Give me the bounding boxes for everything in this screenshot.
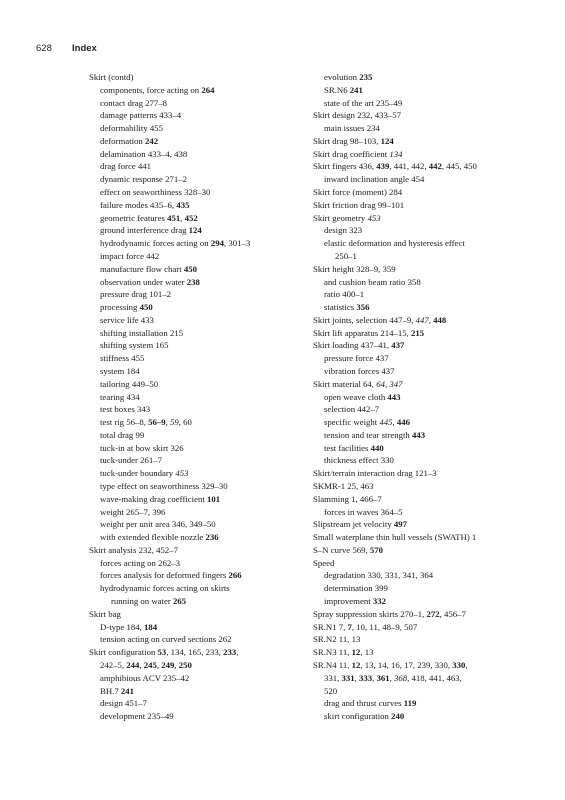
index-entry [89, 339, 301, 352]
index-entry [89, 173, 301, 186]
index-entry [89, 557, 301, 570]
entry-text: Skirt joints, selection 447–9, [313, 314, 416, 325]
entry-text: drag force 441 [100, 161, 152, 172]
index-entry [313, 148, 539, 161]
entry-text: hydrodynamic forces acting on skirts [100, 583, 230, 594]
entry-text: SR.N2 11, 13 [313, 634, 361, 645]
entry-text: ratio 400–1 [324, 289, 365, 300]
index-entry [313, 314, 539, 327]
index-entry [313, 506, 539, 519]
entry-text: Skirt drag coefficient [313, 148, 390, 159]
index-entry [89, 327, 301, 340]
bold-page-ref: 272 [426, 608, 440, 619]
bold-page-ref: 101 [206, 493, 221, 504]
page-header [36, 43, 97, 54]
entry-text: SKMR-1 25, 463 [313, 481, 374, 491]
italic-page-ref: 64 [376, 378, 385, 389]
entry-text: tuck-under 261–7 [100, 455, 162, 466]
index-entry [89, 429, 301, 442]
entry-text: , [165, 417, 170, 428]
index-entry [89, 608, 301, 621]
index-entry [89, 224, 301, 237]
italic-page-ref: 445 [379, 417, 393, 428]
bold-page-ref: 443 [411, 429, 426, 440]
bold-page-ref: 124 [380, 135, 394, 146]
entry-text: Speed [313, 557, 335, 568]
entry-text: Skirt configuration [89, 647, 158, 658]
entry-text: , [389, 672, 394, 683]
index-entry [313, 173, 539, 186]
entry-text: service life 433 [100, 314, 154, 325]
index-entry [89, 122, 301, 135]
entry-text: statistics [324, 302, 357, 313]
index-entry [89, 454, 301, 467]
bold-page-ref: 7 [347, 621, 352, 632]
entry-text: design 451–7 [100, 698, 147, 709]
entry-text: and cushion beam ratio 358 [324, 276, 421, 287]
bold-page-ref: 333 [359, 672, 373, 683]
index-entry [89, 237, 301, 250]
bold-page-ref: 451 [167, 212, 181, 223]
entry-text: weight per unit area 346, 349–50 [100, 519, 216, 530]
index-entry [313, 518, 539, 531]
index-entry [313, 301, 539, 314]
entry-text: , 134, 165, 233, [166, 647, 224, 658]
bold-page-ref: 332 [372, 596, 386, 607]
index-entry [89, 467, 301, 480]
bold-page-ref: 184 [144, 621, 158, 632]
index-entry [313, 582, 539, 595]
entry-text: Skirt analysis 232, 452–7 [89, 544, 178, 555]
index-entry [89, 263, 301, 276]
entry-text: total drag 99 [100, 429, 145, 440]
index-entry [313, 97, 539, 110]
entry-text: specific weight [324, 417, 380, 428]
entry-text: hydrodynamic forces acting on [100, 238, 211, 249]
bold-page-ref: 215 [410, 327, 425, 338]
index-entry [89, 442, 301, 455]
entry-text: shifting system 165 [100, 340, 169, 351]
entry-text: tuck-under boundary [100, 468, 176, 479]
bold-page-ref: 241 [349, 84, 363, 95]
entry-text: , [354, 672, 359, 683]
entry-text: 242–5, [100, 659, 127, 670]
bold-page-ref: 238 [186, 276, 200, 287]
index-entry [89, 288, 301, 301]
index-entry [89, 314, 301, 327]
index-entry [89, 109, 301, 122]
entry-text: forces acting on 262–3 [100, 557, 180, 568]
entry-text: stiffness 455 [100, 353, 145, 364]
entry-text: Skirt force (moment) 284 [313, 187, 403, 198]
bold-page-ref: 446 [396, 417, 411, 428]
bold-page-ref: 12 [351, 647, 361, 658]
italic-page-ref: 447 [415, 314, 429, 325]
entry-text: weight 265–7, 396 [100, 506, 166, 517]
entry-text: components, force acting on [100, 84, 202, 95]
entry-text: dynamic response 271–2 [100, 174, 187, 185]
italic-page-ref: 453 [367, 212, 381, 223]
index-entry [89, 710, 301, 723]
index-entry [313, 84, 539, 97]
index-entry [89, 352, 301, 365]
entry-text: Skirt bag [89, 608, 121, 619]
entry-text: damage patterns 433–4 [100, 110, 182, 121]
index-entry [89, 135, 301, 148]
entry-text: wave-making drag coefficient [100, 493, 207, 504]
entry-text: pressure force 437 [324, 353, 389, 364]
index-entry [89, 633, 301, 646]
entry-text: impact force 442 [100, 250, 160, 261]
entry-text: Skirt loading 437–41, [313, 340, 392, 351]
entry-text: deformability 455 [100, 123, 163, 134]
entry-text: shifting installation 215 [100, 327, 184, 338]
entry-text: , [372, 672, 377, 683]
entry-text: Skirt lift apparatus 214–15, [313, 327, 411, 338]
entry-text: evolution [324, 72, 360, 82]
entry-text: Skirt (contd) [89, 72, 134, 82]
index-entry [313, 633, 539, 646]
entry-text: observation under water [100, 276, 187, 287]
index-entry [313, 71, 539, 84]
entry-text: determination 399 [324, 583, 388, 594]
entry-text: Small waterplane thin hull vessels (SWATH) 1 [313, 532, 477, 543]
index-entry [313, 212, 539, 225]
entry-text: type effect on seaworthiness 329–30 [100, 481, 228, 491]
entry-text: Spray suppression skirts 270–1, [313, 608, 427, 619]
index-entry [89, 97, 301, 110]
index-entry [313, 672, 539, 685]
index-entry [313, 339, 539, 352]
index-entry [89, 659, 301, 672]
page-number: 628 [36, 43, 52, 54]
bold-page-ref: 450 [183, 263, 197, 274]
index-entry [313, 416, 539, 429]
index-entry [89, 391, 301, 404]
entry-text: open weave cloth [324, 391, 388, 402]
index-entry [313, 250, 539, 263]
index-entry [313, 595, 539, 608]
entry-text: , 445, 450 [441, 161, 477, 172]
entry-text: tension and tear strength [324, 429, 412, 440]
entry-text: elastic deformation and hysteresis effect [324, 238, 465, 249]
italic-page-ref: 134 [389, 148, 403, 159]
bold-page-ref: 245 [143, 659, 157, 670]
entry-text: , [428, 314, 434, 325]
index-entry [89, 518, 301, 531]
index-entry [89, 621, 301, 634]
entry-text: vibration forces 437 [324, 365, 395, 376]
entry-text: BH.7 [100, 685, 121, 696]
index-entry [313, 199, 539, 212]
entry-text: D-type 184, [100, 621, 144, 632]
index-entry [313, 608, 539, 621]
entry-text: SR.N4 11, [313, 659, 352, 670]
bold-page-ref: 442 [428, 161, 442, 172]
bold-page-ref: 294 [210, 238, 224, 249]
index-column-left [89, 71, 301, 723]
entry-text: , [139, 659, 144, 670]
entry-text: design 323 [324, 225, 363, 236]
index-entry [313, 557, 539, 570]
italic-page-ref: 453 [175, 468, 189, 479]
entry-text: Skirt fingers 436, [313, 161, 377, 172]
index-entry [89, 595, 301, 608]
bold-page-ref: 236 [205, 532, 219, 543]
index-entry [313, 480, 539, 493]
entry-text: Skirt geometry [313, 212, 368, 223]
index-entry [89, 301, 301, 314]
entry-text: processing [100, 302, 140, 313]
italic-page-ref: 368 [394, 672, 408, 683]
bold-page-ref: 448 [433, 314, 447, 325]
entry-text: Skirt drag 98–103, [313, 135, 381, 146]
index-entry [313, 710, 539, 723]
bold-page-ref: 233 [223, 647, 237, 658]
entry-text: 250–1 [335, 250, 357, 261]
entry-text: with extended flexible nozzle [100, 532, 206, 543]
entry-text: deformation [100, 135, 145, 146]
entry-text: skirt configuration [324, 711, 392, 722]
entry-text: tuck-in at bow skirt 326 [100, 442, 184, 453]
entry-text: development 235–49 [100, 711, 174, 722]
index-entry [89, 250, 301, 263]
entry-text: tension acting on curved sections 262 [100, 634, 232, 645]
entry-text: tailoring 449–50 [100, 378, 159, 389]
entry-text: , 13, 14, 16, 17, 239, 330, [360, 659, 453, 670]
entry-text: Skirt friction drag 99–101 [313, 199, 405, 210]
entry-text: forces in waves 364–5 [324, 506, 403, 517]
entry-text: Skirt design 232, 433–57 [313, 110, 401, 121]
entry-text: Slamming 1, 466–7 [313, 493, 382, 504]
index-entry [89, 212, 301, 225]
index-entry [89, 416, 301, 429]
italic-page-ref: 347 [389, 378, 403, 389]
bold-page-ref: 443 [387, 391, 401, 402]
bold-page-ref: 56–9 [148, 417, 166, 428]
bold-page-ref: 450 [139, 302, 153, 313]
entry-text: effect on seaworthiness 328–30 [100, 187, 211, 198]
bold-page-ref: 124 [188, 225, 202, 236]
bold-page-ref: 119 [403, 698, 417, 709]
entry-text: forces analysis for deformed fingers [100, 570, 229, 581]
bold-page-ref: 240 [391, 711, 405, 722]
index-entry [313, 454, 539, 467]
index-entry [313, 327, 539, 340]
index-entry [313, 186, 539, 199]
index-entry [313, 429, 539, 442]
entry-text: tearing 434 [100, 391, 140, 402]
index-entry [313, 659, 539, 672]
index-entry [89, 71, 301, 84]
bold-page-ref: 53 [157, 647, 167, 658]
index-entry [313, 160, 539, 173]
entry-text: amphibious ACV 235–42 [100, 672, 190, 683]
bold-page-ref: 452 [184, 212, 198, 223]
index-entry [313, 531, 539, 544]
index-entry [313, 493, 539, 506]
entry-text: , 301–3 [223, 238, 251, 249]
entry-text: , [180, 212, 185, 223]
entry-text: running on water [111, 596, 173, 607]
index-entry [89, 646, 301, 659]
index-entry [313, 288, 539, 301]
entry-text: test rig 56–8, [100, 417, 149, 428]
index-entry [89, 685, 301, 698]
entry-text: , 456–7 [439, 608, 466, 619]
entry-text: selection 442–7 [324, 404, 380, 415]
entry-text: Skirt material 64, [313, 378, 377, 389]
index-entry [89, 480, 301, 493]
index-entry [313, 442, 539, 455]
index-entry [89, 697, 301, 710]
entry-text: , [392, 417, 397, 428]
bold-page-ref: 249 [161, 659, 175, 670]
index-entry [313, 544, 539, 557]
entry-text: , [236, 647, 239, 658]
entry-text: delamination 433–4, 438 [100, 148, 188, 159]
entry-text: degradation 330, 331, 341, 364 [324, 570, 434, 581]
bold-page-ref: 265 [172, 596, 187, 607]
entry-text: , [384, 378, 390, 389]
index-entry [89, 569, 301, 582]
entry-text: , [156, 659, 162, 670]
entry-text: ground interference drag [100, 225, 189, 236]
entry-text: improvement [324, 596, 373, 607]
entry-text: , [465, 659, 468, 670]
bold-page-ref: 497 [393, 519, 408, 530]
bold-page-ref: 241 [120, 685, 135, 696]
bold-page-ref: 439 [376, 161, 390, 172]
entry-text: Skirt height 328–9, 359 [313, 263, 396, 274]
italic-page-ref: 59 [170, 417, 179, 428]
index-entry [89, 148, 301, 161]
entry-text: Skirt/terrain interaction drag 121–3 [313, 468, 437, 479]
entry-text: SR.N1 7, [313, 621, 348, 632]
index-entry [89, 276, 301, 289]
bold-page-ref: 264 [201, 84, 215, 95]
index-entry [89, 199, 301, 212]
index-entry [313, 391, 539, 404]
entry-text: , 10, 11, 48–9, 507 [351, 621, 418, 632]
entry-text: manufacture flow chart [100, 263, 184, 274]
bold-page-ref: 331 [341, 672, 355, 683]
index-entry [89, 160, 301, 173]
index-entry [89, 365, 301, 378]
index-entry [89, 506, 301, 519]
bold-page-ref: 361 [376, 672, 390, 683]
bold-page-ref: 12 [351, 659, 361, 670]
index-entry [89, 544, 301, 557]
index-entry [313, 109, 539, 122]
index-entry [89, 378, 301, 391]
section-title: Index [72, 43, 97, 54]
index-entry [313, 122, 539, 135]
index-entry [313, 237, 539, 250]
entry-text: SR.N6 [324, 84, 350, 95]
entry-text: , 13 [360, 647, 374, 658]
bold-page-ref: 235 [359, 72, 373, 82]
entry-text: , 418, 441, 463, [407, 672, 462, 683]
index-entry [313, 276, 539, 289]
index-entry [313, 569, 539, 582]
entry-text: state of the art 235–49 [324, 97, 403, 108]
index-column-right [313, 71, 539, 723]
index-entry [313, 224, 539, 237]
bold-page-ref: 242 [144, 135, 159, 146]
bold-page-ref: 570 [369, 544, 383, 555]
entry-text: 520 [324, 685, 338, 696]
entry-text: , 60 [178, 417, 192, 428]
entry-text: test facilities [324, 442, 371, 453]
index-entry [89, 186, 301, 199]
index-entry [313, 685, 539, 698]
index-entry [89, 531, 301, 544]
bold-page-ref: 356 [356, 302, 370, 313]
entry-text: thickness effect 330 [324, 455, 394, 466]
bold-page-ref: 244 [126, 659, 140, 670]
entry-text: system 184 [100, 365, 140, 376]
entry-text: failure modes 435–6, [100, 199, 177, 210]
entry-text: , 441, 442, [389, 161, 429, 172]
entry-text: geometric features [100, 212, 168, 223]
index-entry [89, 672, 301, 685]
index-entry [89, 582, 301, 595]
entry-text: 331, [324, 672, 342, 683]
entry-text: main issues 234 [324, 123, 380, 134]
bold-page-ref: 440 [370, 442, 384, 453]
bold-page-ref: 266 [228, 570, 242, 581]
bold-page-ref: 250 [178, 659, 192, 670]
bold-page-ref: 330 [452, 659, 466, 670]
index-entry [89, 493, 301, 506]
entry-text: pressure drag 101–2 [100, 289, 171, 300]
entry-text: Slipstream jet velocity [313, 519, 394, 530]
index-entry [313, 467, 539, 480]
index-entry [89, 403, 301, 416]
index-entry [89, 84, 301, 97]
index-entry [313, 697, 539, 710]
entry-text: , [174, 659, 179, 670]
index-entry [313, 365, 539, 378]
index-entry [313, 352, 539, 365]
entry-text: contact drag 277–8 [100, 97, 168, 108]
bold-page-ref: 437 [391, 340, 405, 351]
entry-text: drag and thrust curves [324, 698, 404, 709]
entry-text: inward inclination angle 454 [324, 174, 425, 185]
index-entry [313, 135, 539, 148]
index-entry [313, 646, 539, 659]
index-entry [313, 621, 539, 634]
entry-text: test boxes 343 [100, 404, 151, 415]
index-entry [313, 263, 539, 276]
index-entry [313, 403, 539, 416]
bold-page-ref: 435 [176, 199, 190, 210]
entry-text: SR.N3 11, [313, 647, 352, 658]
entry-text: S–N curve 569, [313, 544, 370, 555]
index-entry [313, 378, 539, 391]
